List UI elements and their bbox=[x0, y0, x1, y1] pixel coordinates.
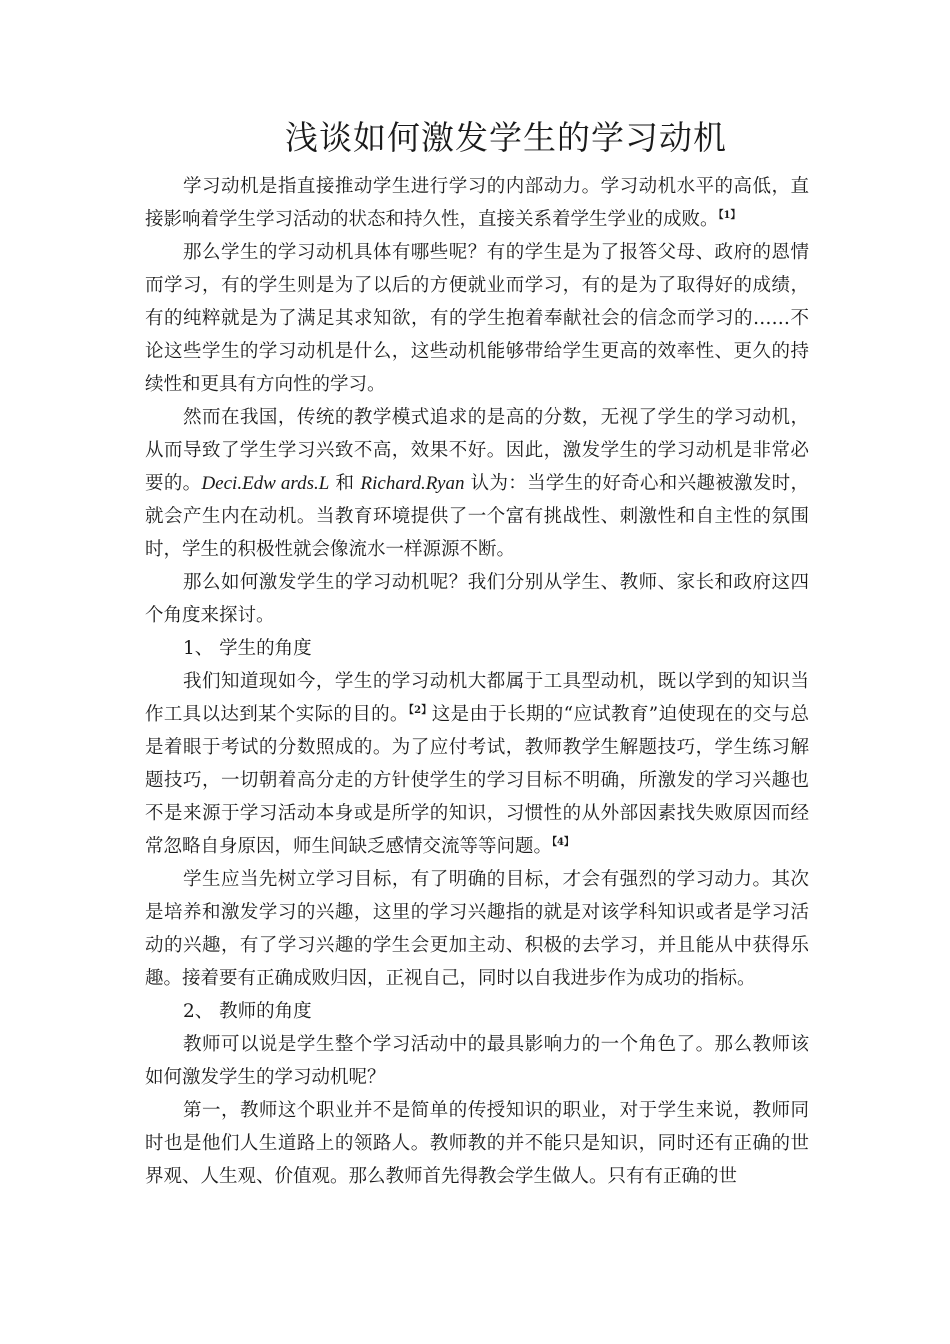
paragraph-motivation-types: 那么学生的学习动机具体有哪些呢？有的学生是为了报答父母、政府的恩情而学习，有的学生则是为了以后的方便就业而学习，有的是为了取得好的成绩，有的纯粹就是为了满足其求知欲，有的学生抱着奉献社会的信念而学习的……不论这些学生的学习动机是什么，这些动机能够带给学生更高的效率性、更久的持续性和更具有方向性的学习。 bbox=[145, 242, 809, 395]
document-title: 浅谈如何激发学生的学习动机 bbox=[285, 118, 727, 157]
paragraph-text: 我们知道现如今，学生的学习动机大都属于工具型动机，既以学到的知识当作工具以达到某个实际的目的。 bbox=[145, 671, 809, 725]
paragraph-definition bbox=[145, 170, 809, 236]
citation-mark: 【1】 bbox=[718, 209, 741, 221]
paragraph-text: 然而在我国，传统的教学模式追求的是高的分数，无视了学生的学习动机，从而导致了学生学习兴致不高，效果不好。因此，激发学生的学习动机是非常必要的。 bbox=[145, 407, 809, 494]
author-name: Deci.Edw ards.L bbox=[201, 473, 330, 494]
section-heading-teacher: 2、 教师的角度 bbox=[183, 1001, 312, 1022]
conjunction: 和 bbox=[329, 473, 361, 494]
paragraph-instrumental-motivation bbox=[145, 665, 809, 863]
paragraph-text: 学习动机是指直接推动学生进行学习的内部动力。学习动机水平的高低，直接影响着学生学习活动的状态和持久性，直接关系着学生学业的成败。 bbox=[145, 176, 809, 230]
paragraph-teacher-role: 教师可以说是学生整个学习活动中的最具影响力的一个角色了。那么教师该如何激发学生的学习动机呢？ bbox=[145, 1034, 809, 1088]
paragraph-text: 这是由于长期的“应试教育”迫使现在的交与总是着眼于考试的分数照成的。为了应付考试，教师教学生解题技巧，学生练习解题技巧，一切朝着高分走的方针使学生的学习目标不明确，所激发的学习兴趣也不是来源于学习活动本身或是所学的知识，习惯性的从外部因素找失败原因而经常忽略自身原因，师生间缺乏感情交流等等问题。 bbox=[145, 704, 809, 857]
citation-mark: 【2】 bbox=[408, 704, 432, 716]
paragraph-teacher-first: 第一，教师这个职业并不是简单的传授知识的职业，对于学生来说，教师同时也是他们人生道路上的领路人。教师教的并不能只是知识，同时还有正确的世界观、人生观、价值观。那么教师首先得教会学生做人。只有有正确的世 bbox=[145, 1100, 809, 1187]
paragraph-teaching-mode bbox=[145, 401, 809, 566]
document-page bbox=[145, 112, 809, 1193]
paragraph-perspectives: 那么如何激发学生的学习动机呢？我们分别从学生、教师、家长和政府这四个角度来探讨。 bbox=[145, 572, 809, 626]
paragraph-text: 认为：当学生的好奇心和兴趣被激发时，就会产生内在动机。当教育环境提供了一个富有挑战性、刺激性和自主性的氛围时，学生的积极性就会像流水一样源源不断。 bbox=[145, 473, 809, 560]
author-name: Richard.Ryan bbox=[360, 473, 465, 494]
paragraph-student-goals: 学生应当先树立学习目标，有了明确的目标，才会有强烈的学习动力。其次是培养和激发学习的兴趣，这里的学习兴趣指的就是对该学科知识或者是学习活动的兴趣，有了学习兴趣的学生会更加主动、积极的去学习，并且能从中获得乐趣。接着要有正确成败归因，正视自己，同时以自我进步作为成功的指标。 bbox=[145, 869, 809, 989]
citation-mark: 【4】 bbox=[552, 836, 574, 848]
section-heading-student: 1、 学生的角度 bbox=[183, 638, 312, 659]
